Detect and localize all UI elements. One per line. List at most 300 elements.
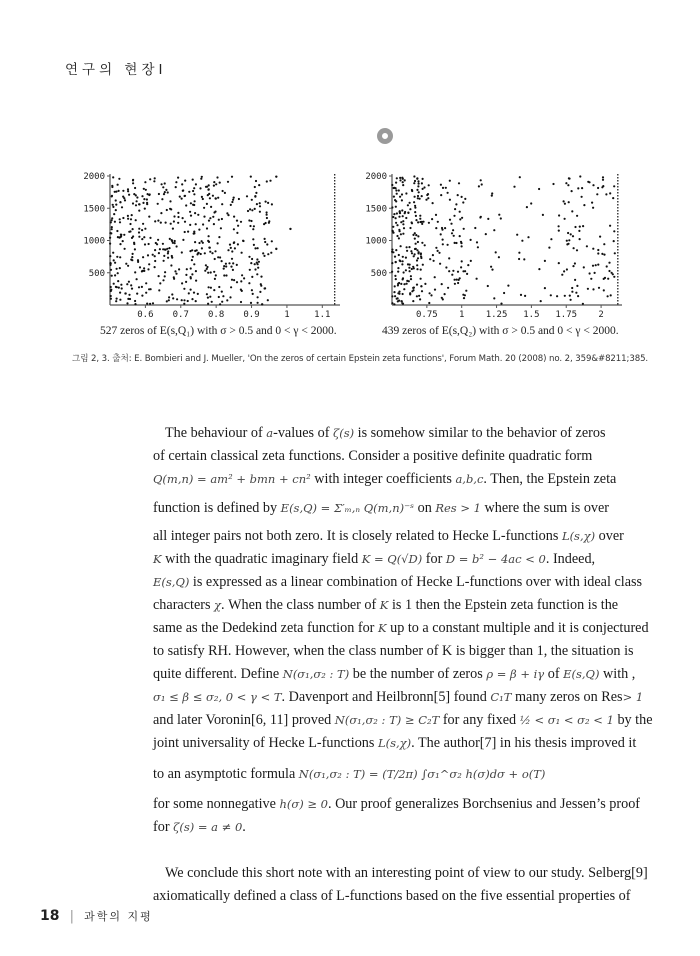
zero-point [260,285,262,287]
zero-point [417,197,419,199]
text-segment: . Then, the Epstein zeta [483,471,617,487]
zero-point [258,184,260,186]
scatter-plot-q1-svg [68,168,348,318]
zero-point [391,262,393,264]
zero-point [563,200,565,202]
zero-point [175,181,177,183]
zero-point [391,249,393,251]
zero-point [427,197,429,199]
text-segment: for [153,819,174,835]
zero-point [417,241,419,243]
circle-ornament-icon [377,128,393,144]
zero-point [402,181,404,183]
zero-point [460,266,462,268]
zero-point [548,247,550,249]
zero-point [396,177,398,179]
zero-point [414,211,416,213]
zero-point [236,232,238,234]
zero-point [141,229,143,231]
zero-point [564,218,566,220]
zero-point [146,303,148,305]
zero-point [598,287,600,289]
zero-point [256,273,258,275]
zero-point [270,252,272,254]
zero-point [146,202,148,204]
zero-point [191,249,193,251]
zero-point [206,203,208,205]
zero-point [183,303,185,305]
zero-point [589,272,591,274]
zero-point [237,225,239,227]
zero-point [172,228,174,230]
zero-point [144,181,146,183]
zero-point [227,214,229,216]
x-tick-label: 1.25 [485,310,508,318]
zero-point [200,253,202,255]
zero-point [221,218,223,220]
zero-point [171,239,173,241]
zero-point [613,276,615,278]
zero-point [159,248,161,250]
zero-point [582,303,584,305]
zero-point [197,293,199,295]
zero-point [132,235,134,237]
zero-point [250,176,252,178]
zero-point [203,216,205,218]
zero-point [420,256,422,258]
math-expression: ζ(s) = a ≠ 0 [173,820,243,834]
zero-point [193,292,195,294]
zero-point [164,182,166,184]
zero-point [115,209,117,211]
zero-point [613,240,615,242]
text-segment: and later Voronin[6, 11] proved [153,712,335,728]
zero-point [199,187,201,189]
zero-point [183,299,185,301]
zero-point [476,278,478,280]
zero-point [266,217,268,219]
zero-point [462,294,464,296]
zero-point [414,196,416,198]
zero-point [233,197,235,199]
zero-point [109,255,111,257]
zero-point [410,275,412,277]
zero-point [206,227,208,229]
zero-point [564,295,566,297]
zero-point [396,224,398,226]
zero-point [210,287,212,289]
zero-point [413,201,415,203]
zero-point [582,225,584,227]
zero-point [563,270,565,272]
zero-point [445,187,447,189]
zero-point [480,179,482,181]
zero-point [420,269,422,271]
zero-point [223,274,225,276]
zero-point [163,193,165,195]
zero-point [193,263,195,265]
zero-point [444,227,446,229]
zero-point [441,283,443,285]
zero-point [190,289,192,291]
publication-name: 과학의 지평 [84,910,153,923]
zero-point [586,245,588,247]
text-line [153,755,618,793]
plot-caption-q2: 439 zeros of E(s,Q₂) with σ > 0.5 and 0 < γ < 2000. [382,325,619,337]
zero-point [124,199,126,201]
zero-point [402,215,404,217]
zero-point [415,215,417,217]
text-segment: function is defined by [153,500,281,516]
zero-point [119,201,121,203]
zero-point [422,188,424,190]
footer-separator: | [69,909,75,924]
zero-point [215,274,217,276]
zero-point [190,267,192,269]
text-segment: is 1 then the Epstein zeta function is the [388,597,619,613]
zero-point [143,198,145,200]
math-expression: N(σ₁,σ₂ : T) = (T/2π) ∫σ₁^σ₂ h(σ)dσ + o(T) [298,767,546,781]
zero-point [168,299,170,301]
zero-point [434,276,436,278]
zero-point [262,252,264,254]
zero-point [409,227,411,229]
zero-point [567,232,569,234]
zero-point [410,250,412,252]
zero-point [609,225,611,227]
zero-point [257,247,259,249]
zero-point [134,303,136,305]
math-expression: Q(m,n) = am² + bmn + cn² [153,472,311,486]
zero-point [111,219,113,221]
zero-point [154,220,156,222]
zero-point [259,205,261,207]
zero-point [223,265,225,267]
zero-point [251,209,253,211]
zero-point [190,202,192,204]
zero-point [409,264,411,266]
zero-point [567,184,569,186]
zero-point [392,232,394,234]
zero-point [201,196,203,198]
zero-point [167,191,169,193]
x-tick-label: 1.5 [523,310,540,318]
zero-point [432,202,434,204]
zero-point [266,180,268,182]
zero-point [209,296,211,298]
zero-point [428,302,430,304]
zero-point [430,294,432,296]
text-line [153,594,618,617]
zero-point [170,264,172,266]
zero-point [400,233,402,235]
text-segment: joint universality of Hecke L-functions [153,735,378,751]
zero-point [263,255,265,257]
zero-point [254,268,256,270]
zero-point [398,229,400,231]
zero-point-outlier [261,303,263,305]
text-line [153,491,618,525]
zero-point [572,235,574,237]
zero-point [391,184,393,186]
zero-point [181,251,183,253]
zero-point [419,221,421,223]
zero-point [264,238,266,240]
zero-point [129,223,131,225]
zero-point [399,211,401,213]
zero-point [269,180,271,182]
zero-point [266,211,268,213]
zero-point [131,259,133,261]
zero-point [412,289,414,291]
math-expression: L(s,χ) [377,736,412,750]
zero-point [194,241,196,243]
zero-point [132,202,134,204]
zero-point [400,221,402,223]
zero-point [117,184,119,186]
zero-point [158,252,160,254]
zero-point [255,192,257,194]
zero-point [393,196,395,198]
zero-point [161,198,163,200]
zero-point [251,199,253,201]
zero-point [561,274,563,276]
zero-point [411,252,413,254]
zero-point [395,249,397,251]
zero-point [165,189,167,191]
zero-point [398,254,400,256]
zero-point [418,183,420,185]
zero-point [402,184,404,186]
zero-point [128,231,130,233]
zero-point [215,198,217,200]
zero-point [411,268,413,270]
zero-point [145,292,147,294]
text-line [153,816,618,839]
math-expression: D = b² − 4ac < 0 [445,552,546,566]
zero-point [457,282,459,284]
text-segment: -values of [273,425,333,441]
zero-point [574,226,576,228]
zero-point [231,176,233,178]
text-segment: be the number of zeros [349,666,487,682]
zero-point [401,193,403,195]
zero-point [519,176,521,178]
zero-point [231,258,233,260]
zero-point [153,180,155,182]
y-tick-label: 2000 [83,172,105,182]
zero-point [398,300,400,302]
zero-point [230,204,232,206]
zero-point [112,204,114,206]
zero-point [136,278,138,280]
zero-point [422,221,424,223]
zero-point [410,278,412,280]
zero-point [266,243,268,245]
math-expression: E(s,Q) [563,667,600,681]
math-expression: a [266,426,274,440]
zero-point [186,268,188,270]
zero-point [451,274,453,276]
zero-point [577,295,579,297]
zero-point [218,236,220,238]
math-expression: ρ = β + iγ [486,667,545,681]
zero-point [544,260,546,262]
zero-point [148,263,150,265]
zero-point [413,255,415,257]
zero-point [420,278,422,280]
zero-point [579,238,581,240]
text-segment: up to a constant multiple and it is conjectured [386,620,649,636]
zero-point [208,286,210,288]
zero-point [118,178,120,180]
zero-point [399,196,401,198]
zero-point [614,252,616,254]
zero-point [396,235,398,237]
zero-point [137,259,139,261]
zero-point [394,285,396,287]
zero-point [592,288,594,290]
zero-point [144,208,146,210]
zero-point [571,291,573,293]
zero-point [421,195,423,197]
zero-point [145,282,147,284]
zero-point [394,199,396,201]
zero-point [120,234,122,236]
zero-point [417,221,419,223]
zero-point [597,249,599,251]
text-segment: characters [153,597,215,613]
text-line [153,732,637,755]
math-expression: K [379,598,389,612]
zero-point [210,206,212,208]
zero-point [460,242,462,244]
zero-point [123,234,125,236]
text-segment: all integer pairs not both zero. It is closely related to Hecke L-functions [153,528,562,544]
zero-point [232,199,234,201]
zero-point [127,265,129,267]
zero-point [417,252,419,254]
zero-point [164,271,166,273]
zero-point [212,195,214,197]
zero-point [169,200,171,202]
zero-point [169,238,171,240]
zero-point [190,215,192,217]
zero-point [110,289,112,291]
zero-point [447,192,449,194]
zero-point [178,268,180,270]
zero-point [394,275,396,277]
zero-point [161,183,163,185]
zero-point [111,217,113,219]
zero-point [162,243,164,245]
zero-point [493,297,495,299]
zero-point [201,176,203,178]
zero-point [397,292,399,294]
zero-point [406,280,408,282]
zero-point [268,222,270,224]
zero-point [217,242,219,244]
zero-point [416,259,418,261]
text-line [153,663,636,686]
zero-point [158,193,160,195]
zero-point [583,204,585,206]
zero-point [416,268,418,270]
zero-point [421,290,423,292]
zero-point [568,201,570,203]
zero-point [187,300,189,302]
zero-point [399,259,401,261]
zero-point [236,281,238,283]
zero-point [463,297,465,299]
zero-point [440,184,442,186]
zero-point-outlier [289,228,291,230]
zero-point [215,183,217,185]
zero-point [461,245,463,247]
zero-point [111,228,113,230]
zero-point [185,274,187,276]
zero-point [420,285,422,287]
zero-point [608,270,610,272]
zero-point [131,214,133,216]
zero-point [412,287,414,289]
zero-point [453,215,455,217]
zero-point [601,253,603,255]
text-segment: over [595,528,624,544]
zero-point [416,249,418,251]
zero-point [211,252,213,254]
zero-point [397,284,399,286]
zero-point [175,186,177,188]
zero-point [259,291,261,293]
zero-point [474,227,476,229]
zero-point [613,185,615,187]
zero-point [166,209,168,211]
zero-point [406,246,408,248]
zero-point [413,175,415,177]
zero-point [225,263,227,265]
zero-point [395,261,397,263]
text-segment: for any fixed [439,712,520,728]
zero-point [184,195,186,197]
text-segment: . Our proof generalizes Borchsenius and Jessen’s proof [327,796,641,812]
zero-point [465,290,467,292]
zero-point [184,231,186,233]
zero-point [417,235,419,237]
zero-point [414,248,416,250]
zero-point [416,295,418,297]
zero-point [213,185,215,187]
zero-point [577,187,579,189]
zero-point [193,204,195,206]
zero-point [141,195,143,197]
zero-point [434,289,436,291]
zero-point [221,260,223,262]
zero-point [119,256,121,258]
zero-point [259,211,261,213]
zero-point [397,271,399,273]
zero-point [402,223,404,225]
zero-point [392,216,394,218]
zero-point [407,212,409,214]
zero-point [538,188,540,190]
zero-point [566,240,568,242]
zero-point [591,202,593,204]
zero-point [583,266,585,268]
zero-point [392,226,394,228]
plot-caption-q1: 527 zeros of E(s,Q₁) with σ > 0.5 and 0 < γ < 2000. [100,325,337,337]
zero-point [221,203,223,205]
